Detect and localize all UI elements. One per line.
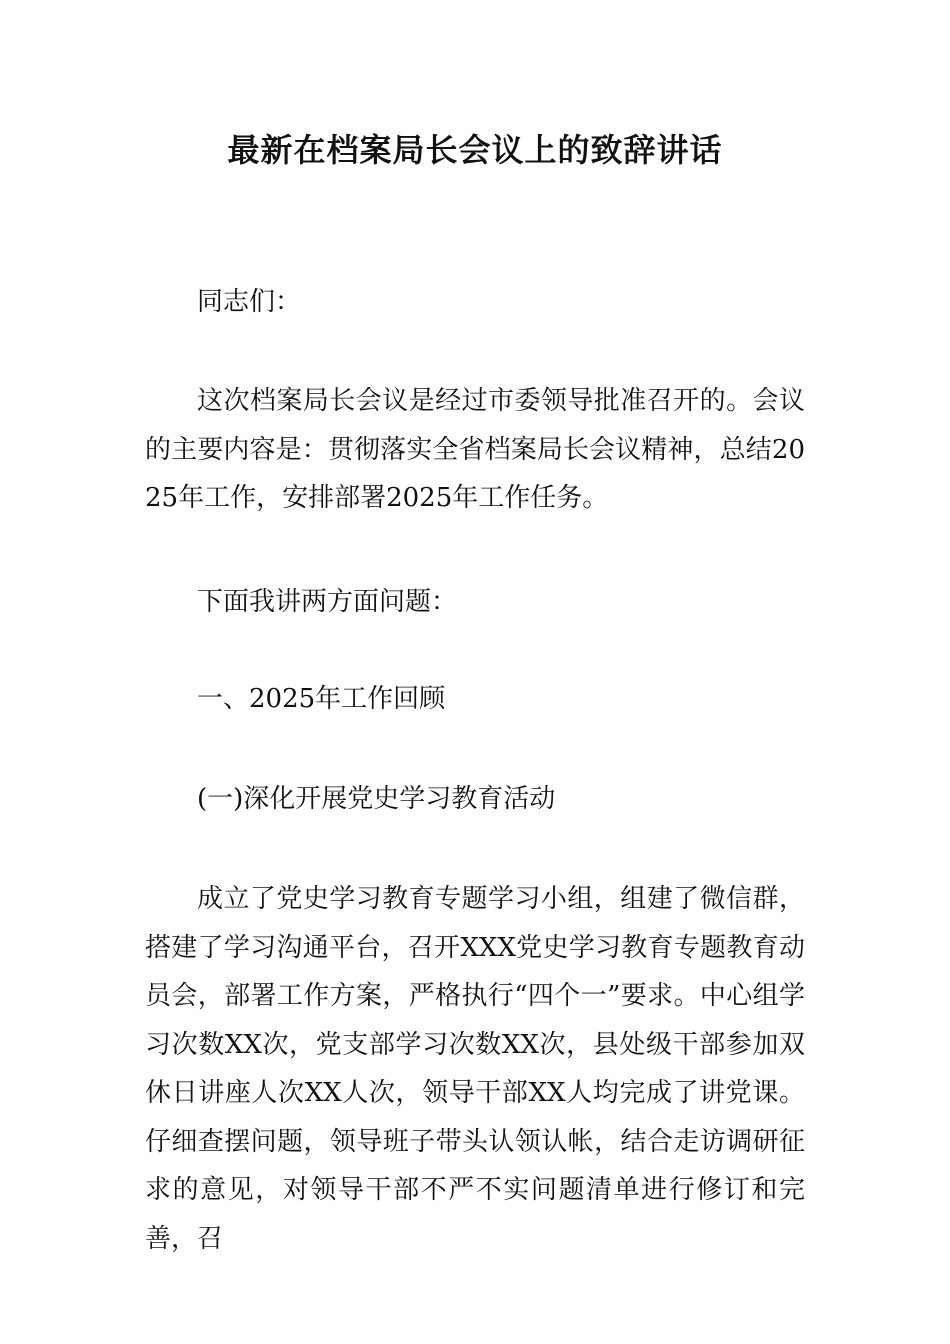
section-heading-1: 一、2025年工作回顾 xyxy=(197,684,446,714)
intro-paragraph: 这次档案局长会议是经过市委领导批准召开的。会议的主要内容是：贯彻落实全省档案局长会议精神，总结2025年工作，安排部署2025年工作任务。 xyxy=(145,386,805,513)
body-paragraph: 成立了党史学习教育专题学习小组，组建了微信群，搭建了学习沟通平台，召开XXX党史学习教育专题教育动员会，部署工作方案，严格执行“四个一”要求。中心组学习次数XX次，党支部学习次数XX次，县处级干部参加双休日讲座人次XX人次，领导干部XX人均完成了讲党课。仔细查摆问题，领导班子带头认领认帐，结合走访调研征求的意见，对领导干部不严不实问题清单进行修订和完善，召 xyxy=(145,884,805,1254)
salutation-paragraph: 同志们： xyxy=(197,287,302,317)
document-title: 最新在档案局长会议上的致辞讲话 xyxy=(227,131,723,169)
lead-paragraph: 下面我讲两方面问题： xyxy=(197,587,458,617)
subsection-heading-1: (一)深化开展党史学习教育活动 xyxy=(197,784,556,814)
